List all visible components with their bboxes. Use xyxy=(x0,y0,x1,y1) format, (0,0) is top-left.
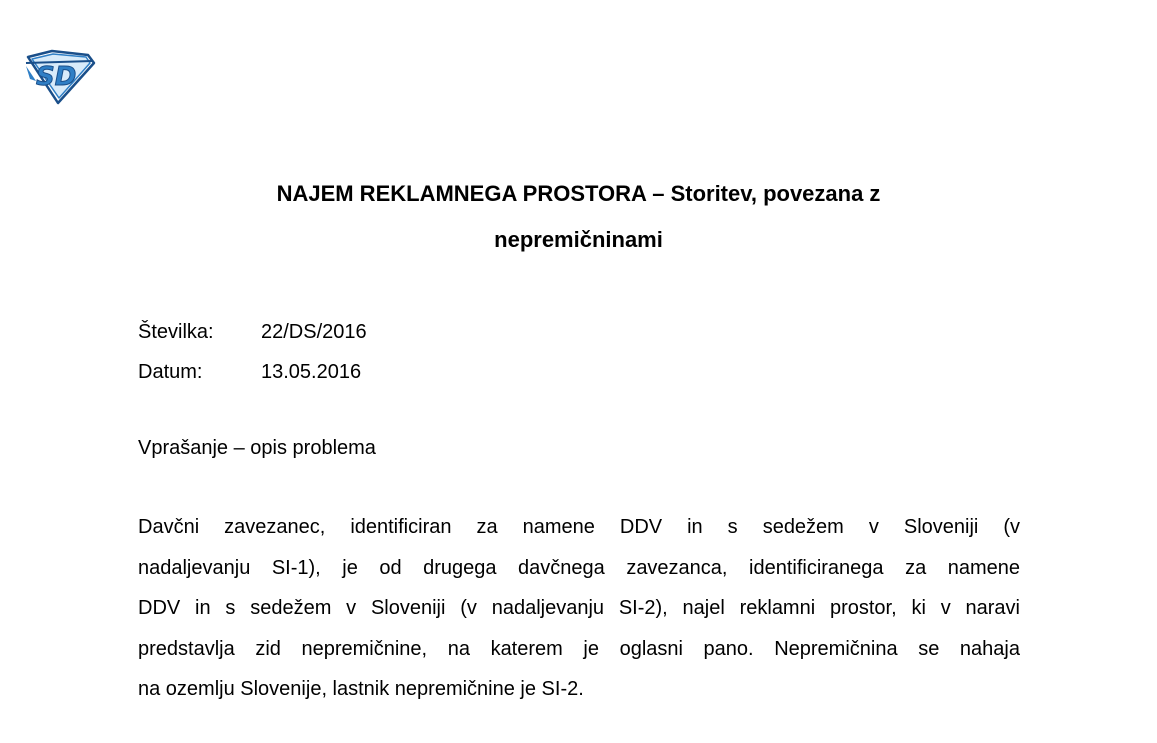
body-paragraph xyxy=(138,507,1020,710)
date-row xyxy=(138,352,367,392)
number-value: 22/DS/2016 xyxy=(261,321,367,343)
date-label: Datum: xyxy=(138,361,203,383)
number-label: Številka: xyxy=(138,321,214,343)
body-line: predstavlja zid nepremičnine, na katerem je oglasni pano. Nepremičnina se nahaja xyxy=(138,637,1020,660)
question-heading: Vprašanje – opis problema xyxy=(138,437,376,459)
date-value: 13.05.2016 xyxy=(261,361,362,383)
title-line: nepremičninami xyxy=(494,227,663,252)
sd-shield-logo-icon xyxy=(22,49,96,105)
svg-text:SD: SD xyxy=(36,62,77,92)
title-line: NAJEM REKLAMNEGA PROSTORA – Storitev, povezana z xyxy=(276,181,881,206)
body-line: DDV in s sedežem v Sloveniji (v nadaljevanju SI-2), najel reklamni prostor, ki v naravi xyxy=(138,597,1020,619)
document-title xyxy=(0,171,1157,263)
body-line: nadaljevanju SI-1), je od drugega davčnega zavezanca, identificiranega za namene xyxy=(138,556,1020,579)
body-line: na ozemlju Slovenije, lastnik nepremičnine je SI-2. xyxy=(138,678,584,700)
document-meta xyxy=(138,312,367,392)
number-row xyxy=(138,312,367,352)
body-line: Davčni zavezanec, identificiran za namene DDV in s sedežem v Sloveniji (v xyxy=(138,516,1020,538)
